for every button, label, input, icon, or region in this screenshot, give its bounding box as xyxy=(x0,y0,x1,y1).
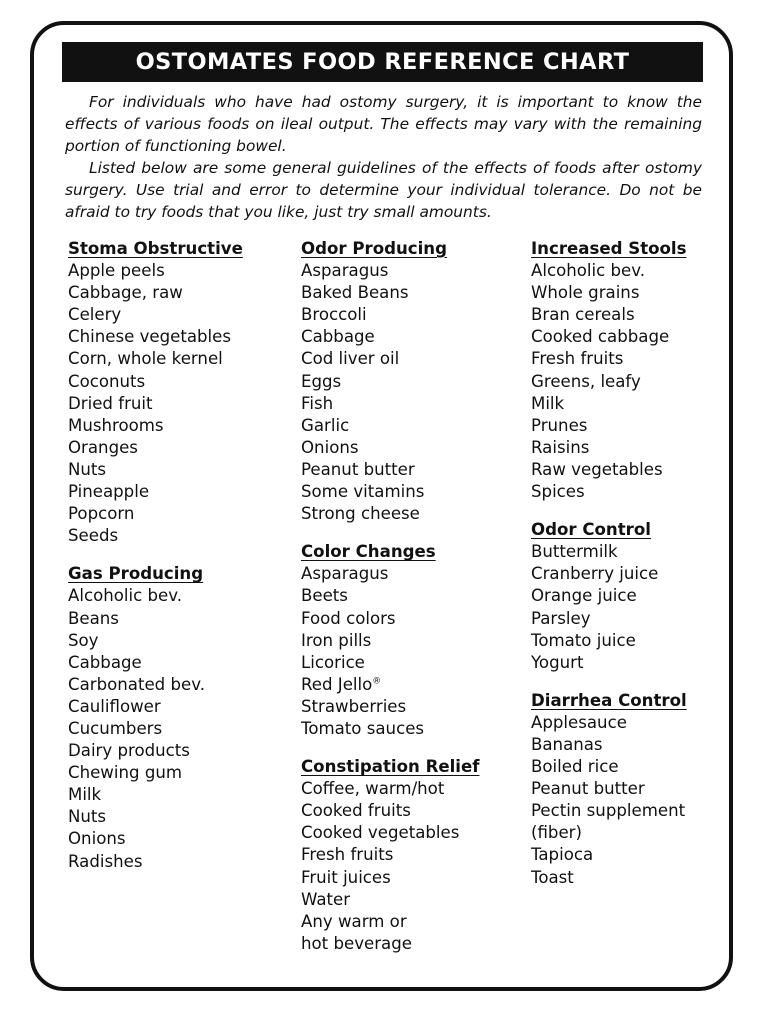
list-item-label: Milk xyxy=(531,393,565,413)
list-item-label: Bananas xyxy=(531,734,603,754)
list-item xyxy=(531,756,687,778)
list-item xyxy=(531,481,687,503)
list-item xyxy=(531,778,687,800)
section-gas-producing xyxy=(68,563,243,872)
list-item-label: Cucumbers xyxy=(68,718,163,738)
list-item-label: Spices xyxy=(531,482,585,502)
section-heading: Stoma Obstructive xyxy=(68,239,243,258)
list-item-label: Strong cheese xyxy=(301,504,420,524)
list-item-label: hot beverage xyxy=(301,933,412,953)
list-item-label: Carbonated bev. xyxy=(68,674,206,694)
list-item-label: Beets xyxy=(301,586,348,606)
title-bar xyxy=(62,42,703,82)
list-item-label: Some vitamins xyxy=(301,482,425,502)
list-item-label: Alcoholic bev. xyxy=(68,586,183,606)
intro-paragraph-2: Listed below are some general guidelines of the effects of foods after ostomy surgery. Use trial and error to determine your individual tolerance. Do not be afraid to try foods that you like, just try small amounts. xyxy=(65,159,702,221)
list-item xyxy=(531,415,687,437)
list-item-label: Seeds xyxy=(68,526,119,546)
list-item-label: Beans xyxy=(68,608,119,628)
column-1 xyxy=(68,238,243,873)
section-heading: Odor Producing xyxy=(301,239,447,258)
list-item xyxy=(301,867,479,889)
list-item-label: Coconuts xyxy=(68,371,146,391)
section-heading: Color Changes xyxy=(301,542,436,562)
page-title: OSTOMATES FOOD REFERENCE CHART xyxy=(135,49,630,75)
list-item-label: Cooked cabbage xyxy=(531,327,670,347)
list-item xyxy=(301,630,479,652)
list-item-label: Bran cereals xyxy=(531,305,635,325)
list-item xyxy=(531,585,687,607)
column-2 xyxy=(301,238,479,955)
list-item xyxy=(531,304,687,326)
list-item xyxy=(68,393,243,415)
list-item-label: Orange juice xyxy=(531,586,637,606)
list-item-label: Cooked fruits xyxy=(301,801,411,821)
list-item xyxy=(531,437,687,459)
list-item-label: Toast xyxy=(531,867,574,887)
list-item xyxy=(531,844,687,866)
list-item xyxy=(68,481,243,503)
list-item xyxy=(531,541,687,563)
list-item-label: Apple peels xyxy=(68,261,165,281)
list-item xyxy=(68,630,243,652)
list-item xyxy=(531,282,687,304)
list-item-label: Celery xyxy=(68,305,122,325)
list-item xyxy=(301,326,479,348)
list-item-label: Pectin supplement xyxy=(531,801,686,821)
list-item xyxy=(68,674,243,696)
list-item xyxy=(68,762,243,784)
section-heading: Increased Stools xyxy=(531,239,687,258)
list-item xyxy=(68,459,243,481)
list-item xyxy=(301,459,479,481)
list-item xyxy=(301,844,479,866)
list-item-label: Dairy products xyxy=(68,741,190,761)
list-item-label: Garlic xyxy=(301,415,350,435)
list-item-label: Fresh fruits xyxy=(301,845,394,865)
list-item xyxy=(301,415,479,437)
list-item-label: Cauliflower xyxy=(68,696,161,716)
list-item-label: Asparagus xyxy=(301,564,389,584)
list-item-label: Strawberries xyxy=(301,696,407,716)
list-item-label: Raw vegetables xyxy=(531,459,663,479)
list-item xyxy=(301,481,479,503)
list-item-label: Coffee, warm/hot xyxy=(301,779,445,799)
list-item xyxy=(68,260,243,282)
list-item xyxy=(301,696,479,718)
list-item xyxy=(68,652,243,674)
section-increased-stools xyxy=(531,238,687,503)
list-item-label: Onions xyxy=(301,437,359,457)
list-item xyxy=(68,806,243,828)
list-item-label: Nuts xyxy=(68,807,107,827)
list-item-label: Cooked vegetables xyxy=(301,823,460,843)
section-color-changes xyxy=(301,541,479,740)
list-item-label: Mushrooms xyxy=(68,415,164,435)
list-item-label: Tomato juice xyxy=(531,630,636,650)
list-item xyxy=(68,608,243,630)
list-item-label: Chinese vegetables xyxy=(68,327,232,347)
list-item-label: Soy xyxy=(68,630,99,650)
list-item-label: (fiber) xyxy=(531,823,582,843)
section-odor-control xyxy=(531,519,687,674)
list-item xyxy=(531,459,687,481)
list-item xyxy=(68,740,243,762)
list-item xyxy=(68,525,243,547)
list-item xyxy=(531,563,687,585)
list-item-label: Any warm or xyxy=(301,911,407,931)
list-item xyxy=(68,784,243,806)
list-item xyxy=(301,911,479,933)
list-item xyxy=(301,393,479,415)
list-item xyxy=(531,260,687,282)
list-item xyxy=(68,371,243,393)
list-item xyxy=(531,712,687,734)
list-item xyxy=(531,630,687,652)
section-heading: Odor Control xyxy=(531,520,651,540)
list-item-label: Licorice xyxy=(301,652,365,672)
list-item-label: Fish xyxy=(301,393,334,413)
list-item xyxy=(301,652,479,674)
column-3 xyxy=(531,238,687,889)
section-heading: Gas Producing xyxy=(68,564,204,584)
list-item-label: Water xyxy=(301,889,351,909)
list-item xyxy=(68,828,243,850)
list-item-label: Onions xyxy=(68,829,126,849)
list-item-label: Buttermilk xyxy=(531,542,618,562)
list-item xyxy=(301,563,479,585)
list-item-label: Red Jello xyxy=(301,674,373,694)
list-item-label: Cranberry juice xyxy=(531,564,659,584)
list-item xyxy=(68,718,243,740)
list-item xyxy=(531,867,687,889)
list-item-label: Peanut butter xyxy=(301,459,415,479)
list-item xyxy=(68,326,243,348)
list-item xyxy=(68,851,243,873)
list-item-label: Food colors xyxy=(301,608,396,628)
list-item xyxy=(68,348,243,370)
list-item xyxy=(301,437,479,459)
list-item xyxy=(301,585,479,607)
list-item-label: Tapioca xyxy=(531,845,594,865)
list-item xyxy=(68,282,243,304)
list-item xyxy=(301,674,479,696)
list-item-label: Cabbage xyxy=(301,327,375,347)
list-item-label: Yogurt xyxy=(531,652,584,672)
list-item-label: Cod liver oil xyxy=(301,349,400,369)
list-item xyxy=(301,889,479,911)
list-item-label: Asparagus xyxy=(301,261,389,281)
list-item-label: Parsley xyxy=(531,608,591,628)
list-item xyxy=(531,608,687,630)
list-item xyxy=(68,503,243,525)
section-stoma-obstructive xyxy=(68,238,243,547)
list-item-label: Baked Beans xyxy=(301,283,409,303)
list-item-label: Cabbage xyxy=(68,652,142,672)
list-item xyxy=(301,800,479,822)
list-item xyxy=(68,304,243,326)
list-item-label: Applesauce xyxy=(531,712,627,732)
list-item xyxy=(531,652,687,674)
list-item-label: Cabbage, raw xyxy=(68,283,183,303)
list-item xyxy=(301,282,479,304)
list-item xyxy=(301,260,479,282)
list-item xyxy=(301,608,479,630)
intro-text xyxy=(65,91,702,223)
list-item xyxy=(531,393,687,415)
list-item xyxy=(68,437,243,459)
list-item-label: Fruit juices xyxy=(301,867,391,887)
list-item xyxy=(301,718,479,740)
list-item-label: Iron pills xyxy=(301,630,372,650)
list-item-label: Prunes xyxy=(531,415,588,435)
registered-mark: ® xyxy=(372,676,382,687)
section-diarrhea-control xyxy=(531,690,687,889)
list-item-label: Dried fruit xyxy=(68,393,153,413)
section-heading: Constipation Relief xyxy=(301,757,480,777)
list-item-label: Raisins xyxy=(531,437,590,457)
section-constipation-relief xyxy=(301,756,479,955)
list-item-label: Tomato sauces xyxy=(301,718,425,738)
list-item xyxy=(68,585,243,607)
list-item xyxy=(301,778,479,800)
list-item xyxy=(301,348,479,370)
list-item xyxy=(531,326,687,348)
list-item-label: Popcorn xyxy=(68,504,135,524)
section-odor-producing xyxy=(301,238,479,525)
list-item-label: Eggs xyxy=(301,371,342,391)
list-item-label: Greens, leafy xyxy=(531,371,641,391)
list-item xyxy=(531,734,687,756)
list-item xyxy=(531,371,687,393)
list-item xyxy=(301,371,479,393)
list-item-label: Boiled rice xyxy=(531,757,619,777)
list-item-label: Peanut butter xyxy=(531,779,645,799)
list-item xyxy=(531,348,687,370)
list-item-label: Corn, whole kernel xyxy=(68,349,223,369)
list-item xyxy=(531,800,687,822)
list-item xyxy=(301,933,479,955)
section-heading: Diarrhea Control xyxy=(531,690,687,710)
list-item-label: Pineapple xyxy=(68,482,150,502)
list-item xyxy=(301,304,479,326)
list-item-label: Oranges xyxy=(68,437,138,457)
list-item-label: Whole grains xyxy=(531,283,640,303)
list-item xyxy=(68,415,243,437)
list-item xyxy=(301,822,479,844)
list-item-label: Milk xyxy=(68,785,102,805)
list-item xyxy=(301,503,479,525)
intro-paragraph-1: For individuals who have had ostomy surgery, it is important to know the effects of various foods on ileal output. The effects may vary with the remaining portion of functioning bowel. xyxy=(65,93,702,155)
list-item-label: Alcoholic bev. xyxy=(531,261,646,281)
list-item-label: Radishes xyxy=(68,851,143,871)
list-item-label: Chewing gum xyxy=(68,763,183,783)
list-item-label: Nuts xyxy=(68,459,107,479)
list-item xyxy=(531,822,687,844)
list-item-label: Fresh fruits xyxy=(531,349,624,369)
list-item xyxy=(68,696,243,718)
list-item-label: Broccoli xyxy=(301,305,367,325)
